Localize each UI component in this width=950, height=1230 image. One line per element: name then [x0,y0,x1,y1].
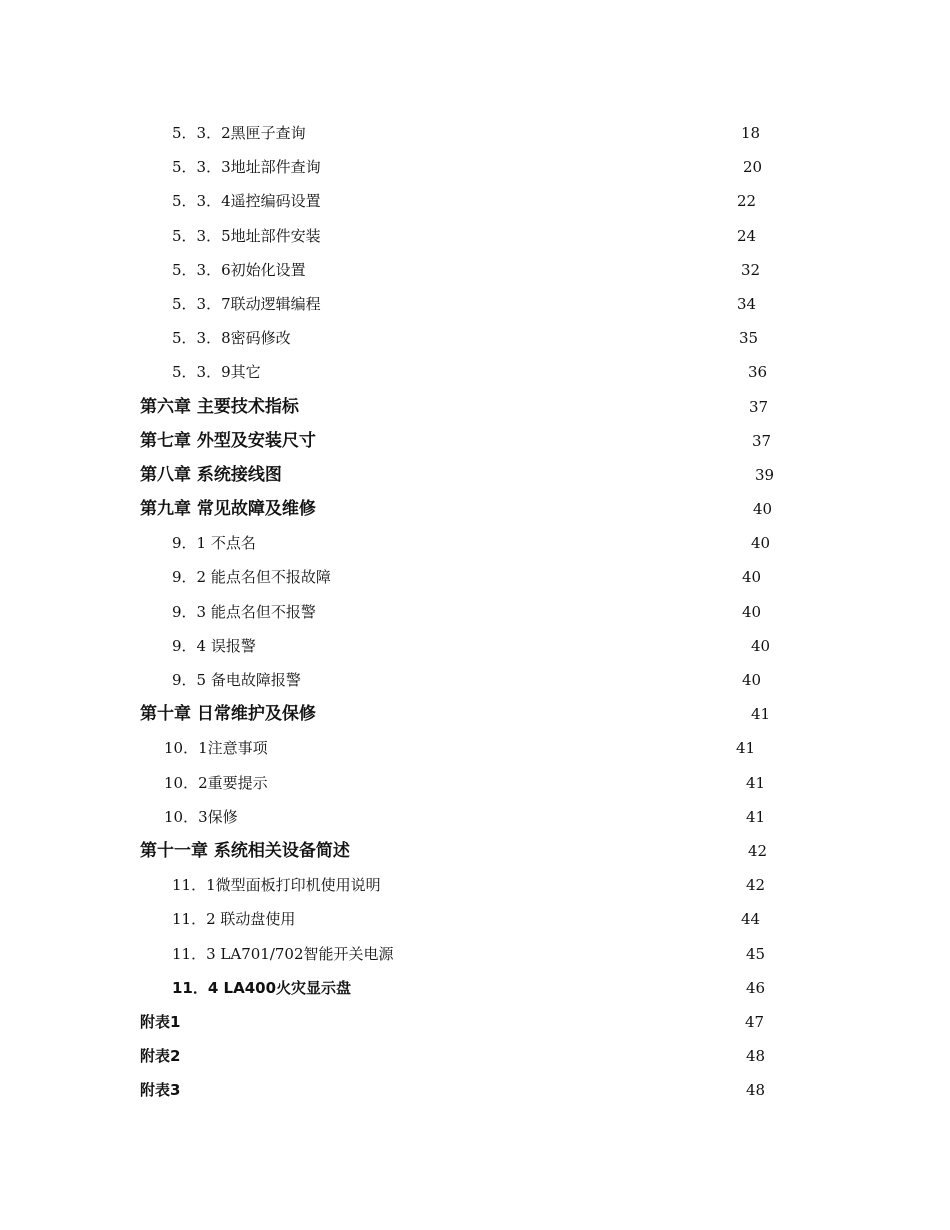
toc-appendix-label: 附表3 [140,1081,181,1100]
toc-entry-page: 35 [739,329,759,348]
toc-entry [0,219,950,253]
toc-entry-page: 42 [746,876,766,895]
toc-entry-page: 41 [746,773,766,792]
toc-entry [0,150,950,184]
toc-chapter-page: 40 [753,500,773,519]
toc-entry-label: 5．3．3地址部件查询 [172,158,321,177]
toc-chapter [0,834,950,868]
toc-entry-label: 5．3．8密码修改 [172,329,291,348]
toc-entry-label: 5．3．2黑匣子查询 [172,124,306,142]
toc-entry-page: 40 [742,602,762,621]
toc-entry-label: 10．3保修 [164,807,238,826]
toc-entry [0,355,950,389]
toc-entry-page: 46 [746,978,766,997]
toc-entry-label: 11．1微型面板打印机使用说明 [172,876,381,895]
toc-chapter-page: 37 [749,397,769,416]
toc-entry [0,766,950,800]
toc-entry [0,971,950,1005]
toc-entry [0,184,950,218]
toc-appendix-label: 附表2 [140,1047,181,1066]
toc-entry-page: 36 [748,363,768,382]
toc-entry-page: 24 [737,226,757,245]
toc-chapter [0,458,950,492]
toc-entry-page: 40 [742,671,762,689]
toc-entry-page: 40 [751,534,771,553]
toc-chapter-label: 第八章 系统接线图 [140,464,282,485]
toc-chapter [0,424,950,458]
toc-entry-label: 5．3．5地址部件安装 [172,226,321,245]
toc-chapter [0,492,950,526]
toc-entry-page: 32 [741,260,761,279]
toc-appendix-page: 47 [745,1012,765,1031]
toc-appendix [0,1005,950,1039]
toc-entry-label: 11．4 LA400火灾显示盘 [172,978,352,997]
toc-entry-page: 40 [742,568,762,587]
toc-chapter-label: 第十一章 系统相关设备简述 [140,840,350,861]
toc-entry [0,526,950,560]
toc-appendix-page: 48 [746,1081,766,1100]
toc-appendix-label: 附表1 [140,1012,181,1031]
toc-entry-page: 18 [741,124,761,142]
toc-entry [0,800,950,834]
toc-entry-page: 34 [737,294,757,313]
toc-chapter-page: 37 [752,431,772,450]
toc-entry [0,253,950,287]
toc-entry-page: 40 [751,636,771,655]
toc-chapter-label: 第六章 主要技术指标 [140,396,299,417]
toc-entry-label: 11．3 LA701/702智能开关电源 [172,944,394,963]
toc-chapter-page: 41 [751,705,771,724]
toc-entry-page: 41 [736,739,756,758]
toc-entry [0,731,950,765]
toc-entry [0,116,950,150]
toc-entry [0,629,950,663]
toc-entry-label: 9．2 能点名但不报故障 [172,568,331,587]
toc-entry-label: 10．2重要提示 [164,773,268,792]
toc-entry-page: 45 [746,944,766,963]
toc-entry-page: 41 [746,807,766,826]
toc-chapter-label: 第十章 日常维护及保修 [140,704,316,725]
toc-chapter-label: 第九章 常见故障及维修 [140,499,316,520]
toc-entry-label: 5．3．9其它 [172,363,261,382]
toc-entry-label: 10．1注意事项 [164,739,268,758]
toc-entry-label: 11．2 联动盘使用 [172,910,296,929]
toc-entry [0,287,950,321]
toc-entry [0,595,950,629]
toc-appendix [0,1039,950,1073]
toc-chapter-page: 42 [748,841,768,860]
toc-entry [0,902,950,936]
toc-entry-label: 5．3．6初始化设置 [172,260,306,279]
toc-appendix [0,1073,950,1107]
table-of-contents [0,116,950,1107]
toc-appendix-page: 48 [746,1047,766,1066]
toc-entry-label: 9．3 能点名但不报警 [172,602,316,621]
toc-entry-label: 5．3．4遥控编码设置 [172,192,321,211]
toc-entry [0,321,950,355]
toc-chapter-page: 39 [755,465,775,484]
toc-chapter [0,697,950,731]
toc-entry-page: 20 [743,158,763,177]
toc-entry-label: 9．4 误报警 [172,636,256,655]
toc-chapter-label: 第七章 外型及安装尺寸 [140,430,316,451]
toc-entry [0,868,950,902]
toc-entry-label: 5．3．7联动逻辑编程 [172,294,321,313]
toc-entry [0,937,950,971]
toc-entry-page: 22 [737,192,757,211]
toc-entry-label: 9．5 备电故障报警 [172,671,301,689]
toc-entry-label: 9．1 不点名 [172,534,256,553]
toc-entry [0,663,950,697]
toc-entry-page: 44 [741,910,761,929]
toc-chapter [0,390,950,424]
toc-entry [0,560,950,594]
